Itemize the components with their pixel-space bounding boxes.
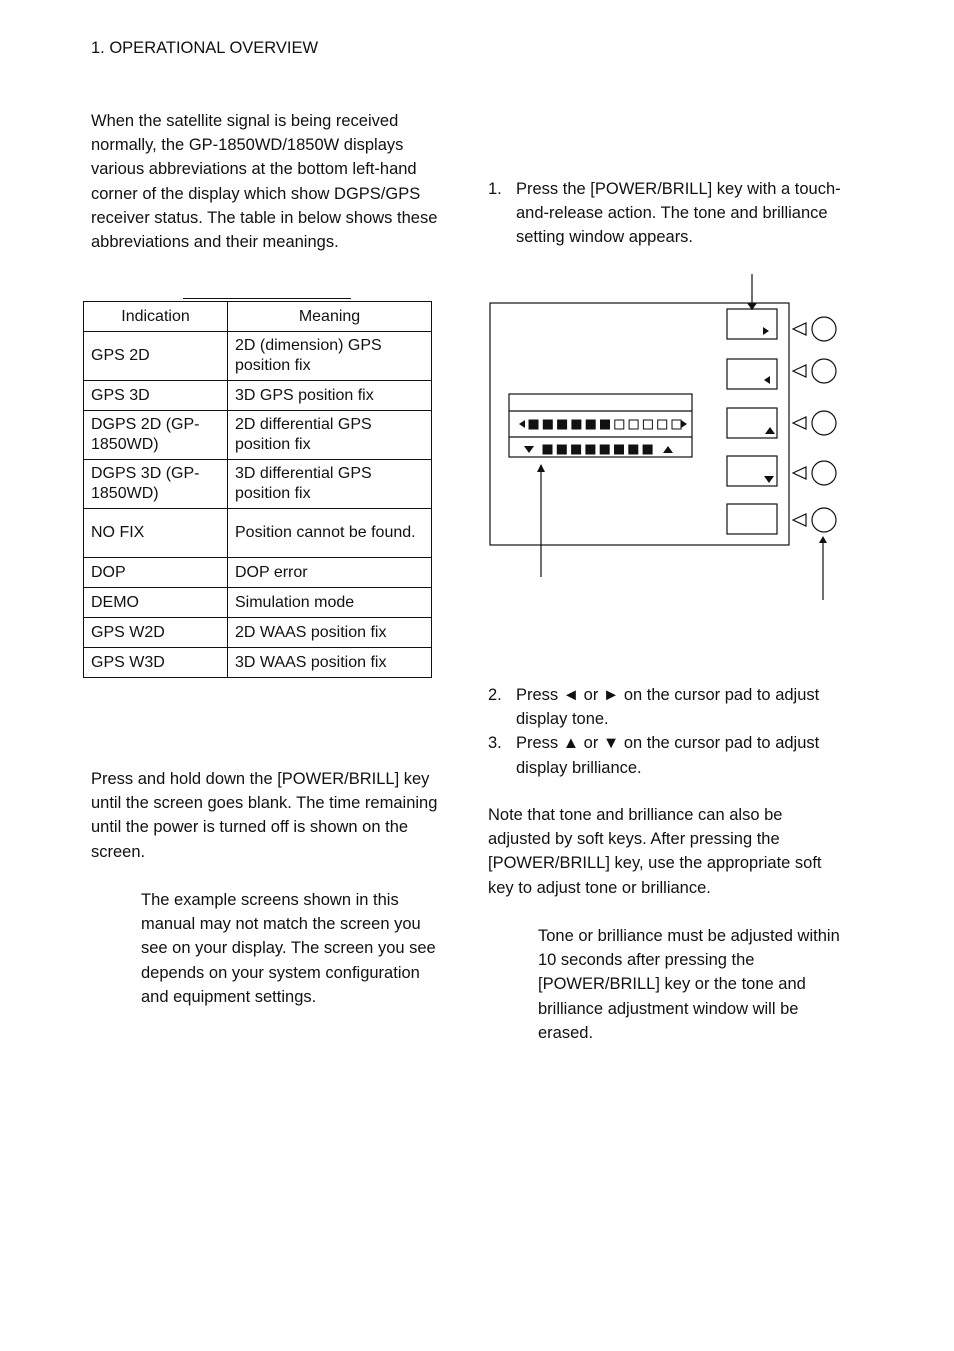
indication-cell: GPS W2D: [84, 618, 228, 648]
section-header: 1. OPERATIONAL OVERVIEW: [91, 39, 319, 57]
level-cell-empty: [615, 420, 624, 429]
step-number: 1.: [488, 180, 502, 198]
indication-cell: GPS 3D: [84, 381, 228, 411]
table-row: [84, 588, 432, 618]
meaning-cell: 3D differential GPS position fix: [228, 460, 432, 509]
indication-cell: DGPS 2D (GP-1850WD): [84, 411, 228, 460]
table-row: [84, 648, 432, 678]
meaning-cell: Position cannot be found.: [228, 509, 432, 558]
hard-key-1[interactable]: [812, 317, 836, 341]
level-cell-filled: [572, 420, 581, 429]
step-number: 3.: [488, 734, 502, 753]
level-cell-filled: [557, 445, 566, 454]
indication-cell: GPS 2D: [84, 332, 228, 381]
softkey-1[interactable]: [727, 309, 777, 339]
indication-cell: GPS W3D: [84, 648, 228, 678]
softkey-down-arrow-icon: [764, 476, 774, 483]
hard-key-5[interactable]: [812, 508, 836, 532]
brilliance-up-arrow-icon: [663, 446, 673, 453]
softkey-left-arrow-icon: [764, 376, 770, 384]
table-row: [84, 411, 432, 460]
callout-arrow-key-icon: [819, 536, 827, 543]
tone-right-arrow-icon: [681, 420, 687, 428]
table-title-rule: [183, 298, 351, 299]
power-off-paragraph: Press and hold down the [POWER/BRILL] key until the screen goes blank. The time remaining until the power is turned off is shown on the screen.: [91, 770, 438, 861]
key-pointer-icon: [793, 417, 806, 429]
level-cell-filled: [543, 445, 552, 454]
level-cell-filled: [529, 420, 538, 429]
table-row: [84, 460, 432, 509]
note-paragraph-2: Tone or brilliance must be adjusted within 10 seconds after pressing the [POWER/BRILL] key or the tone and brilliance adjustment window will be erased.: [538, 927, 840, 1042]
key-pointer-icon: [793, 365, 806, 377]
list-item: [488, 683, 848, 731]
indication-cell: DGPS 3D (GP-1850WD): [84, 460, 228, 509]
softkey-up-arrow-icon: [765, 427, 775, 434]
level-cell-empty: [658, 420, 667, 429]
step-list-2: [488, 683, 848, 780]
level-cell-filled: [643, 445, 652, 454]
table-row: [84, 332, 432, 381]
level-cell-filled: [558, 420, 567, 429]
meaning-cell: 3D GPS position fix: [228, 381, 432, 411]
level-cell-filled: [601, 420, 610, 429]
key-pointer-icon: [793, 467, 806, 479]
hard-key-2[interactable]: [812, 359, 836, 383]
meaning-cell: 2D WAAS position fix: [228, 618, 432, 648]
tone-level-bar: [529, 420, 681, 429]
level-cell-empty: [629, 420, 638, 429]
indication-cell: NO FIX: [84, 509, 228, 558]
meaning-cell: 3D WAAS position fix: [228, 648, 432, 678]
status-table: [83, 301, 432, 678]
table-row: [84, 381, 432, 411]
meaning-cell: Simulation mode: [228, 588, 432, 618]
level-cell-filled: [615, 445, 624, 454]
softkey-2[interactable]: [727, 359, 777, 389]
level-cell-filled: [572, 445, 581, 454]
softkey-5[interactable]: [727, 504, 777, 534]
step-text: Press ▲ or ▼ on the cursor pad to adjust display brilliance.: [516, 734, 820, 777]
list-item: [488, 177, 848, 250]
table-row: [84, 558, 432, 588]
key-pointer-icon: [793, 323, 806, 335]
step-text: Press ◄ or ► on the cursor pad to adjust display tone.: [516, 686, 820, 729]
column-header-meaning: Meaning: [228, 302, 432, 332]
indication-cell: DEMO: [84, 588, 228, 618]
brilliance-level-bar: [543, 445, 652, 454]
level-cell-empty: [643, 420, 652, 429]
tone-brilliance-diagram: [488, 272, 848, 607]
tone-left-arrow-icon: [519, 420, 525, 428]
level-cell-empty: [672, 420, 681, 429]
brilliance-down-arrow-icon: [524, 446, 534, 453]
hard-key-3[interactable]: [812, 411, 836, 435]
step-text: Press the [POWER/BRILL] key with a touch-and-release action. The tone and brilliance setting window appears.: [516, 180, 841, 247]
diagram-svg: [488, 272, 848, 607]
softkey-right-arrow-icon: [763, 327, 769, 335]
meaning-cell: 2D differential GPS position fix: [228, 411, 432, 460]
hard-key-4[interactable]: [812, 461, 836, 485]
level-cell-filled: [629, 445, 638, 454]
softkey-note-paragraph: Note that tone and brilliance can also be adjusted by soft keys. After pressing the [POWER/BRILL] key, use the appropriate soft key to adjust tone or brilliance.: [488, 806, 822, 897]
level-cell-filled: [543, 420, 552, 429]
level-cell-filled: [600, 445, 609, 454]
intro-paragraph: When the satellite signal is being received normally, the GP-1850WD/1850W displays various abbreviations at the bottom left-hand corner of the display which show DGPS/GPS receiver status. The table in below shows these abbreviations and their meanings.: [91, 112, 438, 252]
step-list-1: [488, 177, 848, 250]
level-cell-filled: [586, 445, 595, 454]
step-number: 2.: [488, 686, 502, 704]
key-pointer-icon: [793, 514, 806, 526]
level-cell-filled: [586, 420, 595, 429]
table-row: [84, 509, 432, 558]
table-row: [84, 618, 432, 648]
column-header-indication: Indication: [84, 302, 228, 332]
list-item: [488, 731, 848, 779]
callout-arrow-bottom-icon: [537, 464, 545, 472]
meaning-cell: 2D (dimension) GPS position fix: [228, 332, 432, 381]
meaning-cell: DOP error: [228, 558, 432, 588]
note-paragraph: The example screens shown in this manual may not match the screen you see on your display. The screen you see depends on your system configuration and equipment settings.: [141, 891, 436, 1006]
indication-cell: DOP: [84, 558, 228, 588]
